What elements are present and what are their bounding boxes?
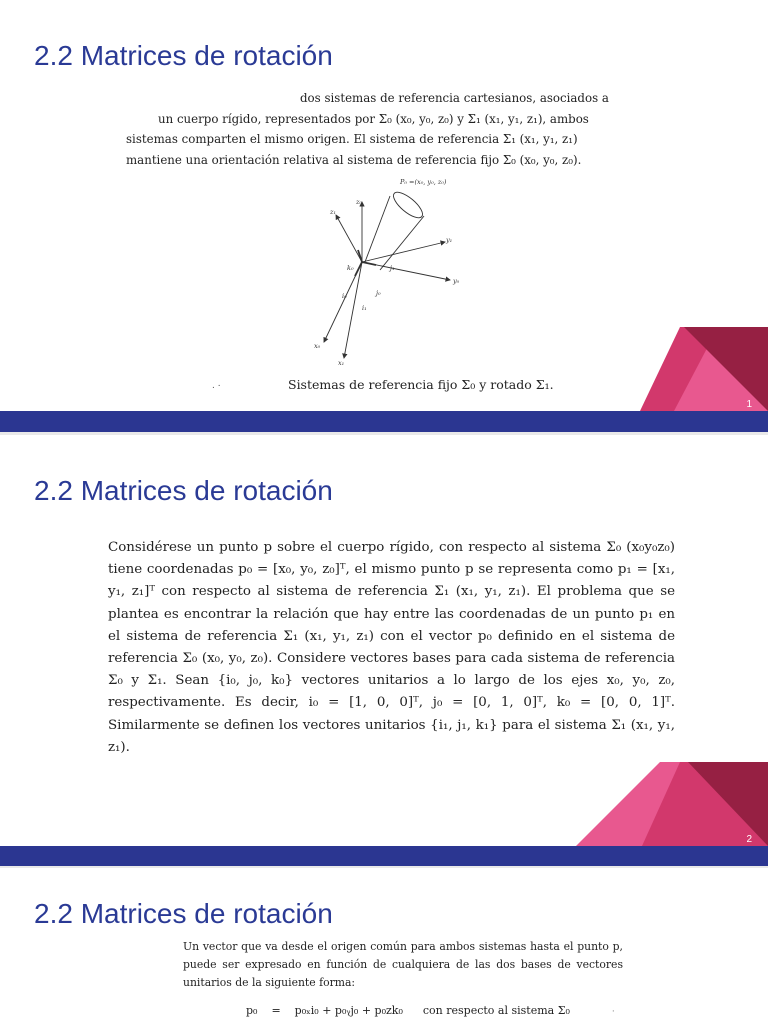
equation <box>246 1004 615 1017</box>
slide-2 <box>0 435 768 867</box>
slide-title: 2.2 Matrices de rotación <box>34 898 333 929</box>
slide-1 <box>0 0 768 432</box>
page-number: 1 <box>746 399 752 410</box>
caption-marks: . · <box>212 380 221 391</box>
k0-label: k₀ <box>347 264 354 272</box>
z0-label: z₀ <box>356 198 363 206</box>
paragraph-line: un cuerpo rígido, representados por Σ₀ (x₀, y₀, z₀) y Σ₁ (x₁, y₁, z₁), ambos <box>158 111 589 126</box>
cylinder-body <box>365 188 426 270</box>
equation-rhs: p₀ₓi₀ + p₀ᵧj₀ + p₀zk₀ <box>294 1004 403 1017</box>
equation-lhs: p₀ <box>246 1004 258 1017</box>
corner-decoration <box>576 762 768 846</box>
x1-axis <box>344 262 362 358</box>
z1-label: z₁ <box>330 208 337 216</box>
paragraph-line: mantiene una orientación relativa al sistema de referencia fijo Σ₀ (x₀, y₀, z₀). <box>126 152 582 167</box>
x1-label: x₁ <box>338 359 345 367</box>
slide-paragraph: Un vector que va desde el origen común para ambos sistemas hasta el punto p, puede ser expresado en función de cualquiera de las dos bases de vectores unitarios de la siguiente forma: <box>183 940 623 989</box>
slide-paragraph <box>126 88 636 170</box>
figure-caption: Sistemas de referencia fijo Σ₀ y rotado Σ₁. <box>288 377 554 392</box>
equation-operator: = <box>271 1004 281 1017</box>
bottom-bar <box>0 411 768 432</box>
paragraph-line: sistemas comparten el mismo origen. El sistema de referencia Σ₁ (x₁, y₁, z₁) <box>126 132 578 146</box>
y1-axis <box>362 242 445 262</box>
slide-paragraph: Considérese un punto p sobre el cuerpo rígido, con respecto al sistema Σ₀ (x₀y₀z₀) tiene coordenadas p₀ = [x₀, y₀, z₀]ᵀ, el mismo punto p se representa como p₁ = [x₁, y₁, z₁]ᵀ con respecto al sistema de referencia Σ₁ (x₁, y₁, z₁). El problema que se plantea es encontrar la relación que hay entre las coordenadas de un punto p₁ en el sistema de referencia Σ₁ (x₁, y₁, z₁) con el vector p₀ definido en el sistema de referencia Σ₀ (x₀, y₀, z₀). Considere vectores bases para cada sistema de referencia Σ₀ y Σ₁. Sean {i₀, j₀, k₀} vectores unitarios a lo largo de los ejes x₀, y₀, z₀, respectivamente. Es decir, i₀ = [1, 0, 0]ᵀ, j₀ = [0, 1, 0]ᵀ, k₀ = [0, 0, 1]ᵀ. Similarmente se definen los vectores unitarios {i₁, j₁, k₁} para el sistema Σ₁ (x₁, y₁, z₁). <box>108 540 675 755</box>
x0-label: x₀ <box>314 342 321 350</box>
i1-label: i₁ <box>362 304 367 312</box>
reference-frames-diagram <box>300 170 480 370</box>
i0-label: i₀ <box>342 292 347 300</box>
equation-note: con respecto al sistema Σ₀ <box>422 1004 570 1017</box>
j0-label: j₀ <box>376 289 381 297</box>
bottom-bar <box>0 846 768 867</box>
paragraph-line: dos sistemas de referencia cartesianos, asociados a <box>300 91 609 105</box>
point-label: P₀ =(x₀, y₀, z₀) <box>400 178 447 186</box>
equation-marks: · <box>611 1007 615 1017</box>
page-number: 2 <box>746 834 752 845</box>
slide-title: 2.2 Matrices de rotación <box>34 40 333 71</box>
y0-label: y₀ <box>453 277 460 285</box>
z1-axis <box>336 215 362 262</box>
j0-vector <box>362 262 376 265</box>
slide-title: 2.2 Matrices de rotación <box>34 475 333 506</box>
slide-3 <box>0 868 768 1024</box>
y1-label: y₁ <box>446 236 453 244</box>
j1-label: j₁ <box>390 264 395 272</box>
